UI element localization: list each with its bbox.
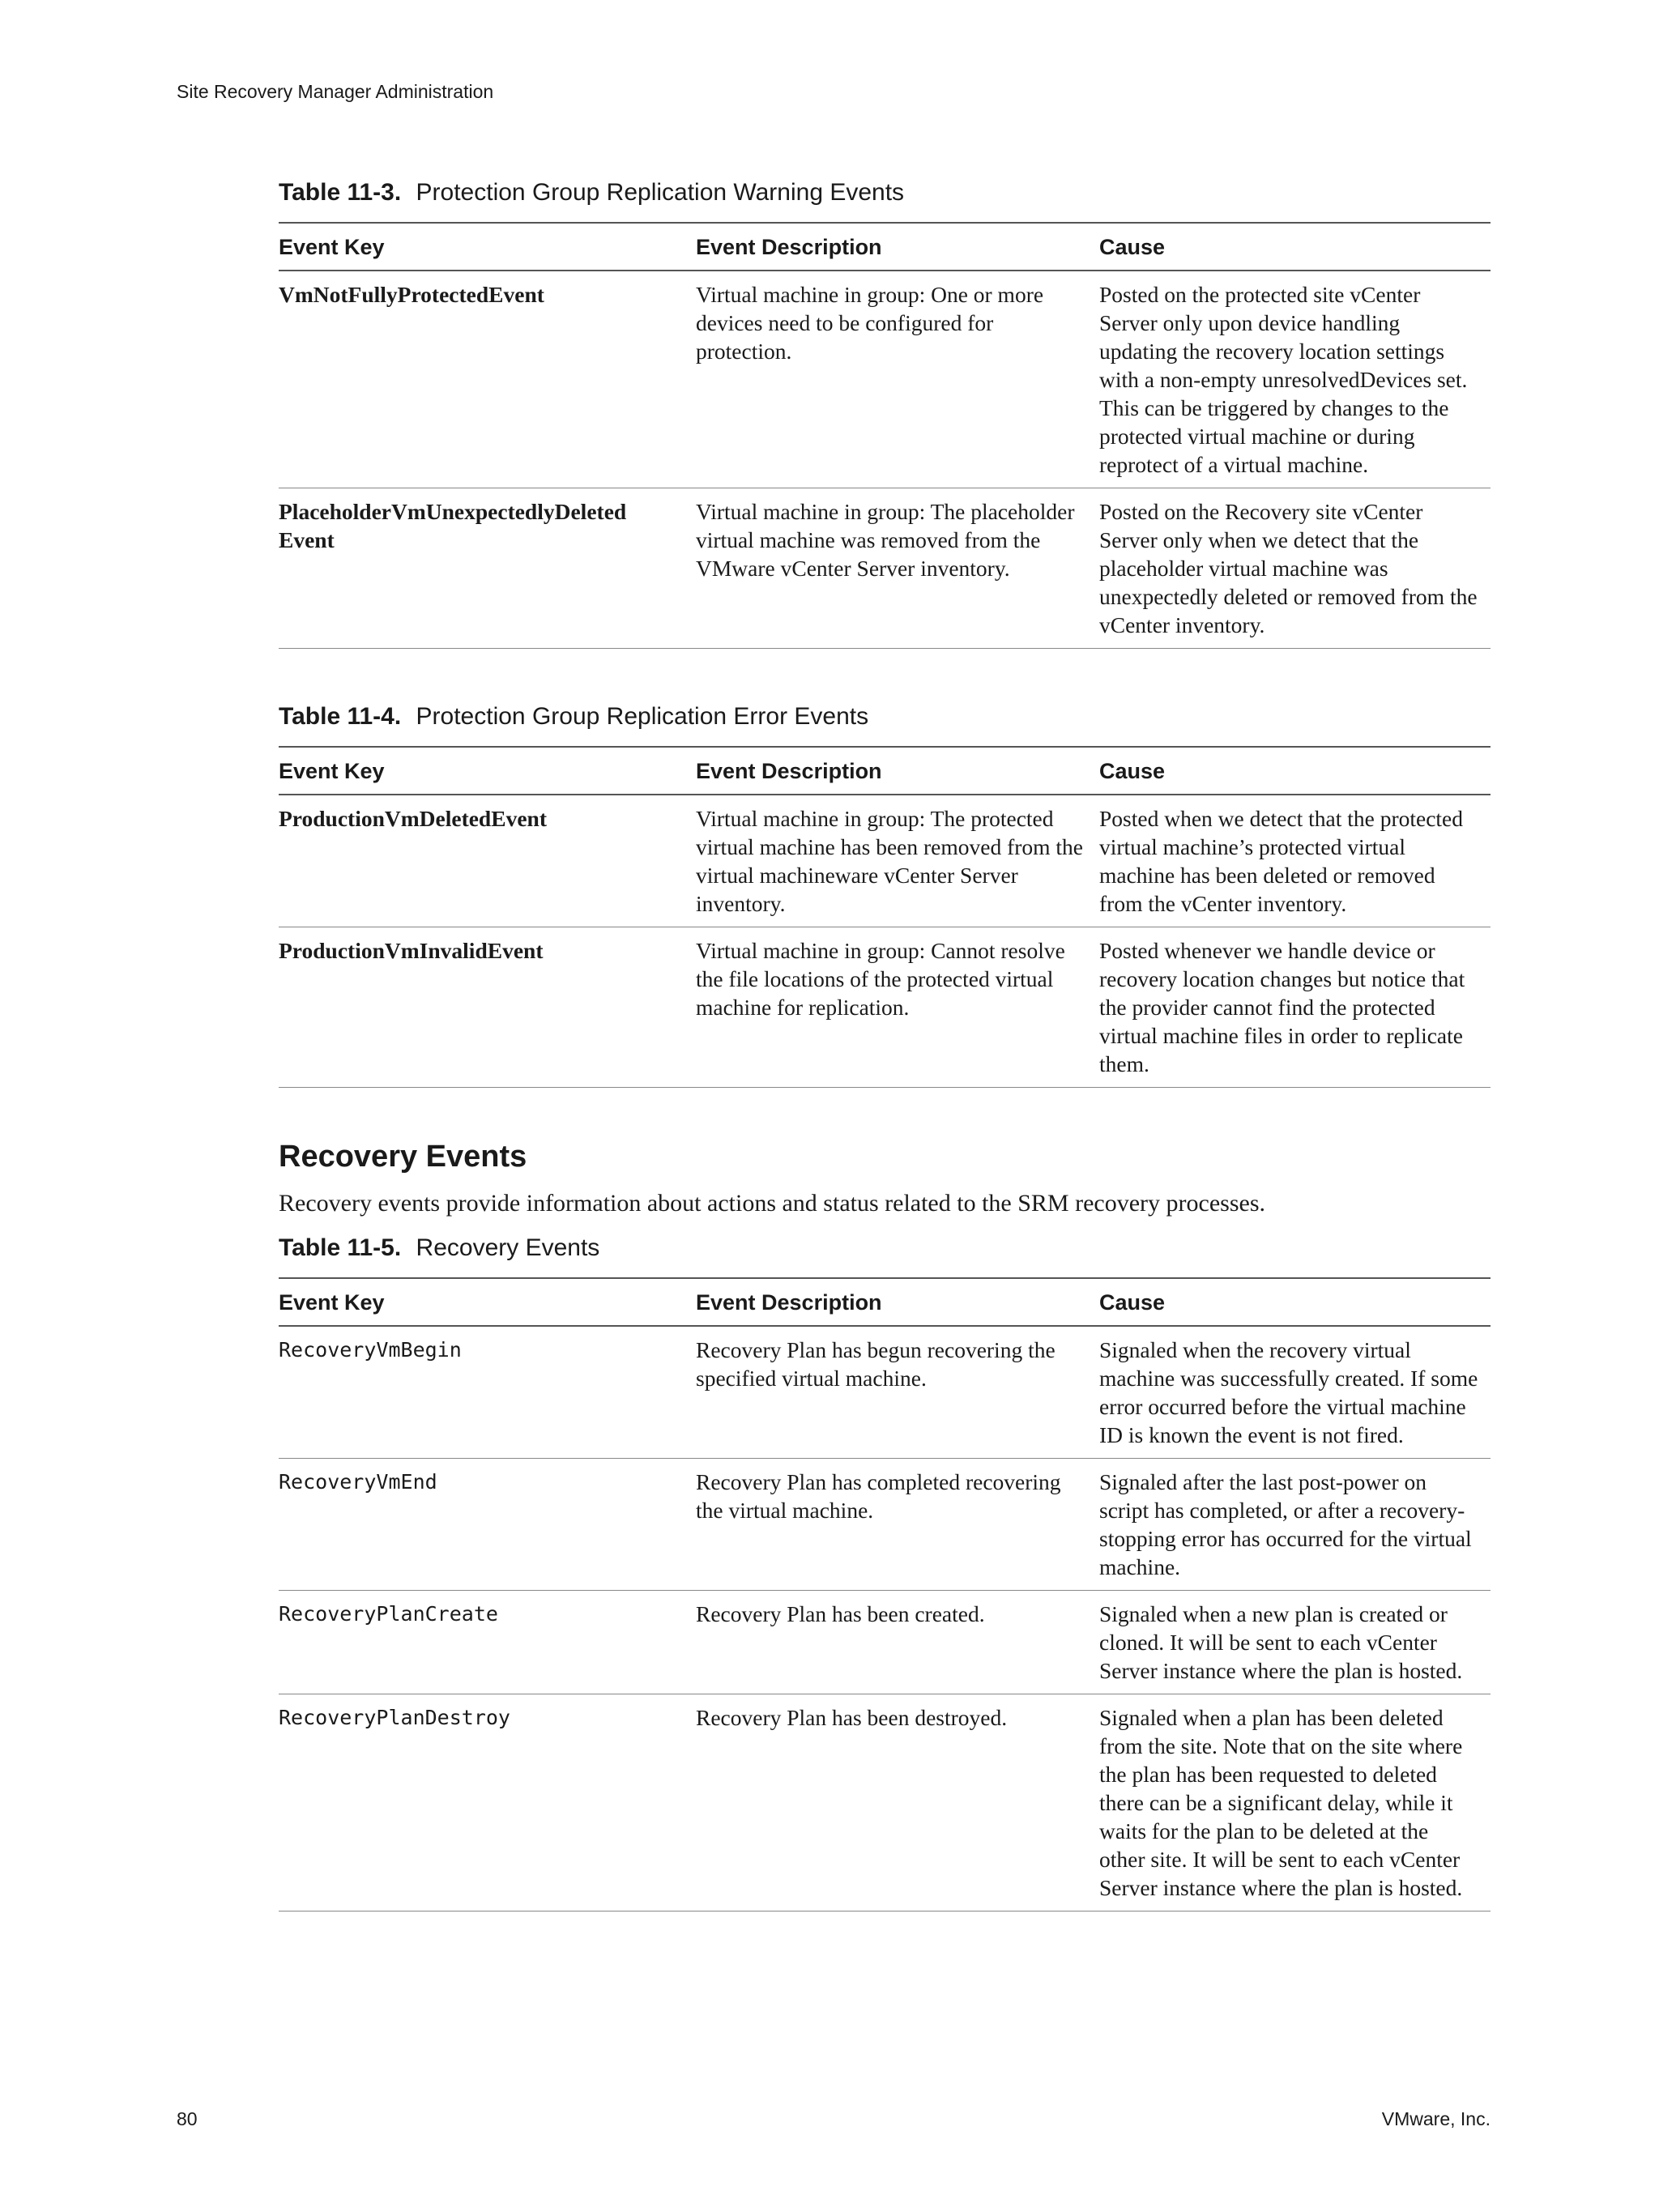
table-row bbox=[279, 1459, 1491, 1591]
column-header: Cause bbox=[1099, 1278, 1491, 1326]
table-title: Protection Group Replication Error Events bbox=[416, 703, 869, 730]
publisher-name: VMware, Inc. bbox=[1381, 2108, 1491, 2129]
event-key: RecoveryPlanDestroy bbox=[279, 1694, 696, 1912]
table-number: Table 11-5. bbox=[279, 1234, 402, 1261]
event-key: RecoveryPlanCreate bbox=[279, 1591, 696, 1694]
table-header-row bbox=[279, 223, 1491, 271]
event-key: PlaceholderVmUnexpectedlyDeleted Event bbox=[279, 488, 696, 649]
table-title: Protection Group Replication Warning Events bbox=[416, 179, 905, 206]
table-caption bbox=[279, 699, 1491, 735]
event-cause: Signaled when the recovery virtual machine was successfully created. If some error occurred before the virtual machine ID is known the event is not fired. bbox=[1099, 1326, 1491, 1459]
section-intro: Recovery events provide information about actions and status related to the SRM recovery processes. bbox=[279, 1190, 1265, 1217]
event-description: Virtual machine in group: The protected virtual machine has been removed from the virtual machineware vCenter Server inventory. bbox=[696, 795, 1099, 927]
event-description: Recovery Plan has completed recovering the virtual machine. bbox=[696, 1459, 1099, 1591]
column-header: Event Description bbox=[696, 223, 1099, 271]
event-cause: Signaled when a new plan is created or cloned. It will be sent to each vCenter Server instance where the plan is hosted. bbox=[1099, 1591, 1491, 1694]
recovery-events-table bbox=[279, 1277, 1491, 1912]
event-cause: Posted on the Recovery site vCenter Server only when we detect that the placeholder virtual machine was unexpectedly deleted or removed from the vCenter inventory. bbox=[1099, 488, 1491, 649]
event-description: Virtual machine in group: Cannot resolve the file locations of the protected virtual machine for replication. bbox=[696, 927, 1099, 1088]
event-cause: Posted whenever we handle device or recovery location changes but notice that the provider cannot find the protected virtual machine files in order to replicate them. bbox=[1099, 927, 1491, 1088]
event-cause: Posted when we detect that the protected virtual machine’s protected virtual machine has been deleted or removed from the vCenter inventory. bbox=[1099, 795, 1491, 927]
table-number: Table 11-4. bbox=[279, 703, 402, 730]
table-header-row bbox=[279, 1278, 1491, 1326]
event-key: ProductionVmInvalidEvent bbox=[279, 927, 696, 1088]
section-heading: Recovery Events bbox=[279, 1140, 527, 1174]
table-number: Table 11-3. bbox=[279, 179, 402, 206]
column-header: Event Key bbox=[279, 223, 696, 271]
table-row bbox=[279, 271, 1491, 488]
event-key: RecoveryVmBegin bbox=[279, 1326, 696, 1459]
table-row bbox=[279, 1694, 1491, 1912]
table-caption bbox=[279, 1230, 1491, 1266]
page-number: 80 bbox=[177, 2108, 198, 2129]
column-header: Cause bbox=[1099, 223, 1491, 271]
event-description: Recovery Plan has been destroyed. bbox=[696, 1694, 1099, 1912]
page-content bbox=[279, 172, 1491, 1912]
column-header: Event Description bbox=[696, 747, 1099, 795]
column-header: Event Key bbox=[279, 747, 696, 795]
table-row bbox=[279, 795, 1491, 927]
event-key: ProductionVmDeletedEvent bbox=[279, 795, 696, 927]
event-cause: Posted on the protected site vCenter Server only upon device handling updating the recovery location settings with a non-empty unresolvedDevices set. This can be triggered by changes to the protected virtual machine or during reprotect of a virtual machine. bbox=[1099, 271, 1491, 488]
event-cause: Signaled after the last post-power on script has completed, or after a recovery-stopping error has occurred for the virtual machine. bbox=[1099, 1459, 1491, 1591]
table-row bbox=[279, 488, 1491, 649]
event-description: Virtual machine in group: The placeholder virtual machine was removed from the VMware vCenter Server inventory. bbox=[696, 488, 1099, 649]
event-cause: Signaled when a plan has been deleted from the site. Note that on the site where the plan has been requested to deleted there can be a significant delay, while it waits for the plan to be deleted at the other site. It will be sent to each vCenter Server instance where the plan is hosted. bbox=[1099, 1694, 1491, 1912]
event-description: Virtual machine in group: One or more devices need to be configured for protection. bbox=[696, 271, 1099, 488]
column-header: Cause bbox=[1099, 747, 1491, 795]
table-caption bbox=[279, 175, 1491, 211]
table-row bbox=[279, 927, 1491, 1088]
table-row bbox=[279, 1326, 1491, 1459]
table-header-row bbox=[279, 747, 1491, 795]
warning-events-table bbox=[279, 222, 1491, 649]
column-header: Event Key bbox=[279, 1278, 696, 1326]
table-row bbox=[279, 1591, 1491, 1694]
column-header: Event Description bbox=[696, 1278, 1099, 1326]
event-description: Recovery Plan has begun recovering the specified virtual machine. bbox=[696, 1326, 1099, 1459]
table-title: Recovery Events bbox=[416, 1234, 600, 1261]
running-header: Site Recovery Manager Administration bbox=[177, 81, 494, 102]
error-events-table bbox=[279, 746, 1491, 1088]
event-description: Recovery Plan has been created. bbox=[696, 1591, 1099, 1694]
event-key: VmNotFullyProtectedEvent bbox=[279, 271, 696, 488]
event-key: RecoveryVmEnd bbox=[279, 1459, 696, 1591]
